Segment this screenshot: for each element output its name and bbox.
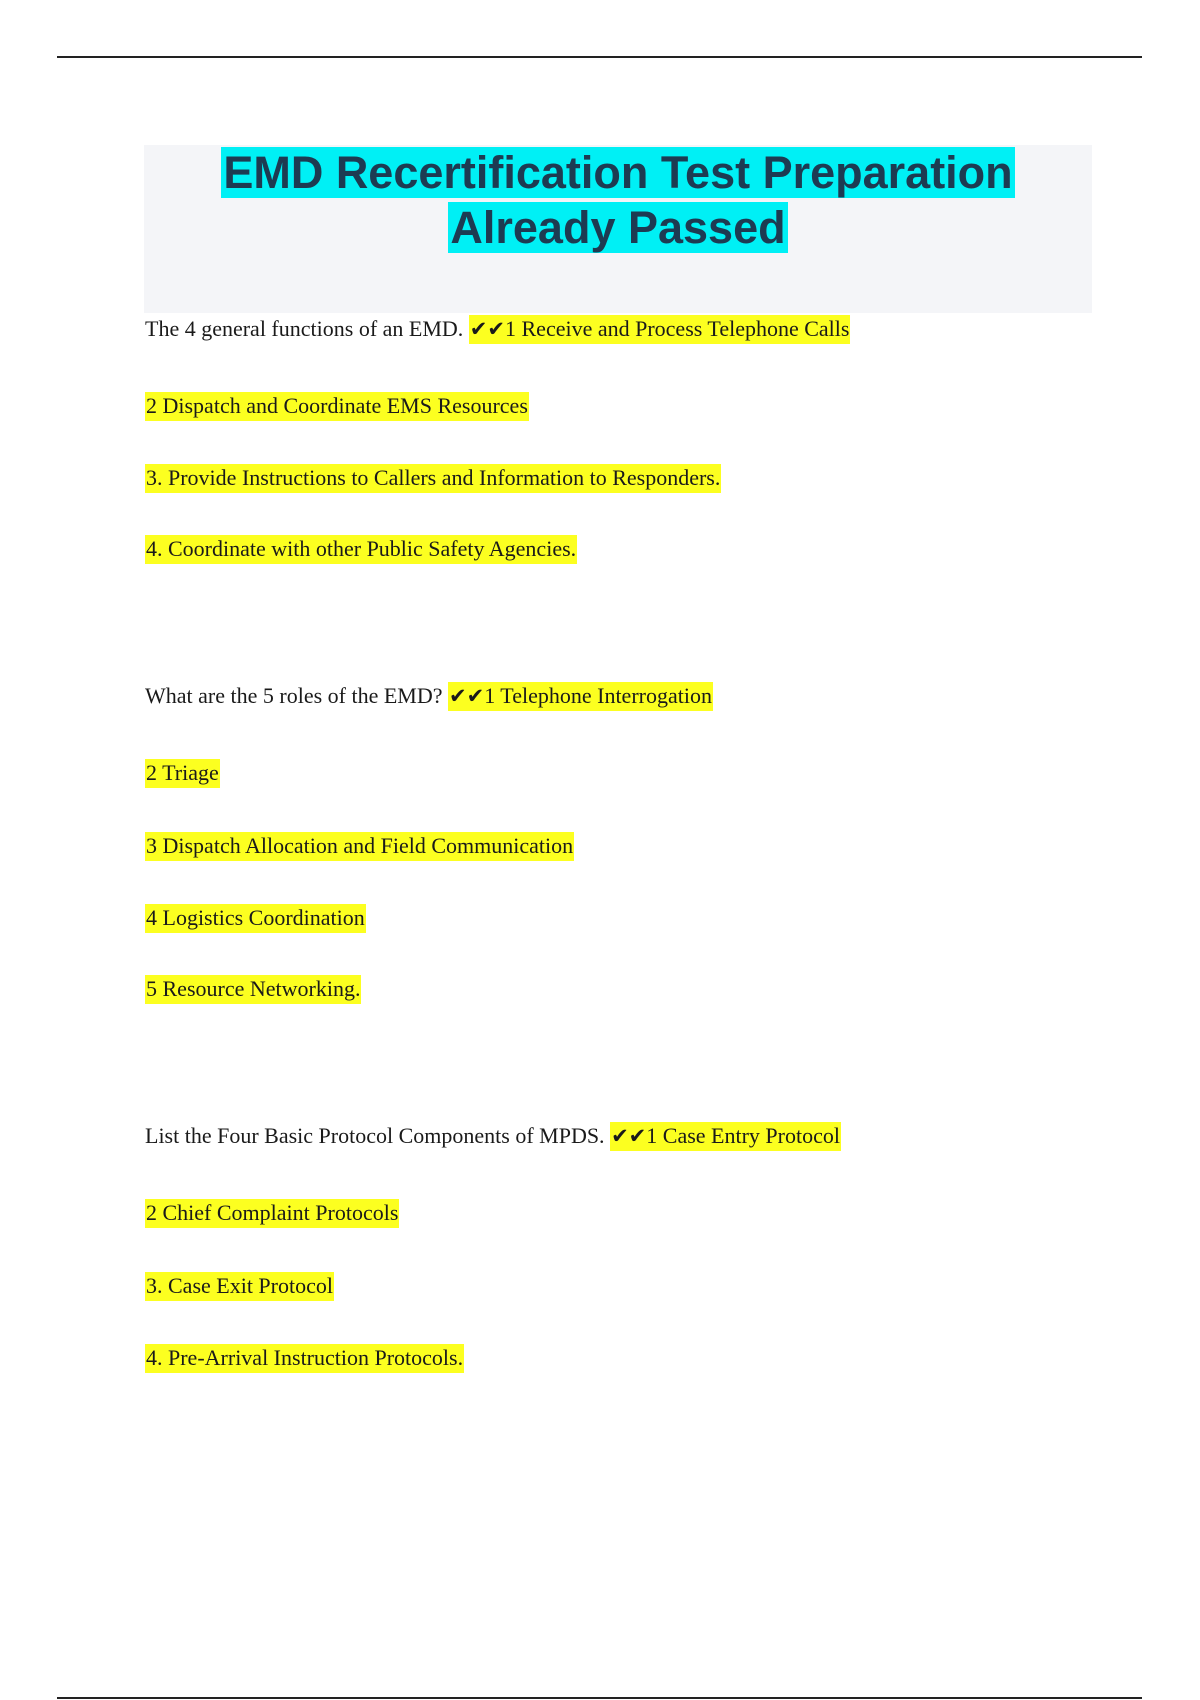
answer-highlight <box>610 1122 841 1151</box>
answer-line <box>145 391 529 421</box>
question-text: The 4 general functions of an EMD. <box>145 316 464 341</box>
answer-line <box>145 758 220 788</box>
answer-line <box>145 463 721 493</box>
answer-item: 1 Case Entry Protocol <box>646 1123 840 1148</box>
double-check-icon: ✔✔ <box>469 317 505 341</box>
answer-item: 1 Telephone Interrogation <box>484 683 712 708</box>
title-line-1: EMD Recertification Test Preparation <box>223 147 1013 198</box>
answer-item: 4. Coordinate with other Public Safety Agencies. <box>145 535 577 564</box>
question-1 <box>145 314 850 344</box>
double-check-icon: ✔✔ <box>449 684 485 708</box>
question-2 <box>145 681 713 711</box>
question-text: List the Four Basic Protocol Components of MPDS. <box>145 1123 605 1148</box>
answer-item: 2 Chief Complaint Protocols <box>145 1199 399 1228</box>
answer-item: 1 Receive and Process Telephone Calls <box>505 316 850 341</box>
question-text: What are the 5 roles of the EMD? <box>145 683 443 708</box>
answer-line <box>145 534 577 564</box>
answer-item: 3. Case Exit Protocol <box>145 1272 334 1301</box>
answer-line <box>145 1271 334 1301</box>
question-3 <box>145 1121 841 1151</box>
answer-item: 3 Dispatch Allocation and Field Communication <box>145 832 574 861</box>
bottom-rule <box>57 1697 1142 1699</box>
answer-item: 4. Pre-Arrival Instruction Protocols. <box>145 1344 464 1373</box>
answer-highlight <box>469 315 851 344</box>
answer-highlight <box>448 682 713 711</box>
top-rule <box>57 56 1142 58</box>
answer-line <box>145 974 361 1004</box>
answer-item: 2 Triage <box>145 759 220 788</box>
answer-line <box>145 831 574 861</box>
document-title <box>144 145 1092 255</box>
answer-item: 5 Resource Networking. <box>145 975 361 1004</box>
answer-line <box>145 903 366 933</box>
answer-item: 2 Dispatch and Coordinate EMS Resources <box>145 392 529 421</box>
answer-line <box>145 1343 464 1373</box>
answer-line <box>145 1198 399 1228</box>
answer-item: 4 Logistics Coordination <box>145 904 366 933</box>
title-line-2: Already Passed <box>450 202 786 253</box>
double-check-icon: ✔✔ <box>611 1124 647 1148</box>
answer-item: 3. Provide Instructions to Callers and Information to Responders. <box>145 464 721 493</box>
